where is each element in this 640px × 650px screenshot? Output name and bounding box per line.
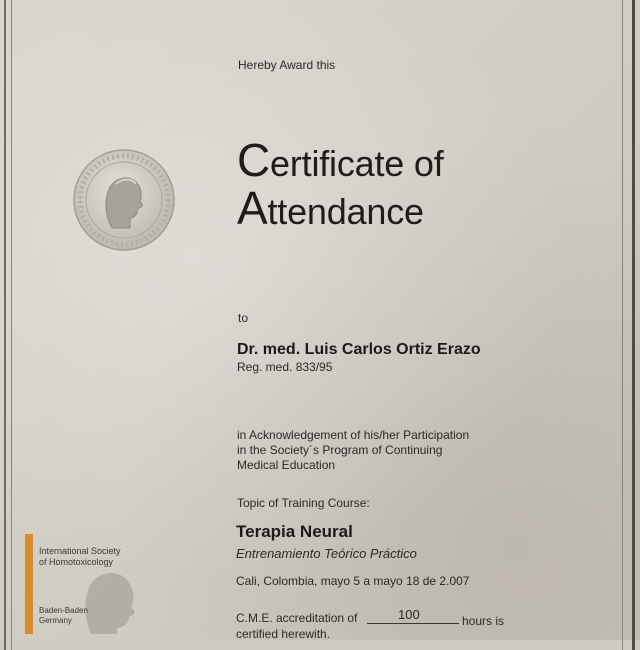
cme-hours-underline xyxy=(367,623,459,624)
recipient-name: Dr. med. Luis Carlos Ortiz Erazo xyxy=(237,341,481,358)
title-line-1: Certificate of xyxy=(237,134,444,186)
title-line-2: Attendance xyxy=(237,182,424,234)
cme-hours-suffix: hours is xyxy=(462,614,505,628)
embossed-portrait-seal-icon xyxy=(72,148,176,252)
cme-accreditation-text: C.M.E. accreditation of certified herewith. xyxy=(236,611,358,641)
course-subtitle: Entrenamiento Teórico Práctico xyxy=(236,546,417,561)
certificate-title xyxy=(237,134,444,234)
place-and-date: Cali, Colombia, mayo 5 a mayo 18 de 2.007 xyxy=(236,574,470,588)
logo-location: Baden-Baden Germany xyxy=(39,606,88,625)
cme-hours-value: 100 xyxy=(398,607,420,622)
registration-number: Reg. med. 833/95 xyxy=(237,360,333,374)
course-title: Terapia Neural xyxy=(236,522,353,541)
topic-label: Topic of Training Course: xyxy=(237,496,370,510)
logo-organization-name: International Society of Homotoxicology xyxy=(39,546,121,567)
acknowledgement-text: in Acknowledgement of his/her Participation in the Society´s Program of Continuing Medical Education xyxy=(237,428,470,472)
award-intro-text: Hereby Award this xyxy=(238,58,336,72)
portrait-logo-icon xyxy=(79,558,141,634)
to-label: to xyxy=(238,311,249,325)
logo-accent-bar xyxy=(25,534,33,634)
society-logo xyxy=(25,534,145,640)
